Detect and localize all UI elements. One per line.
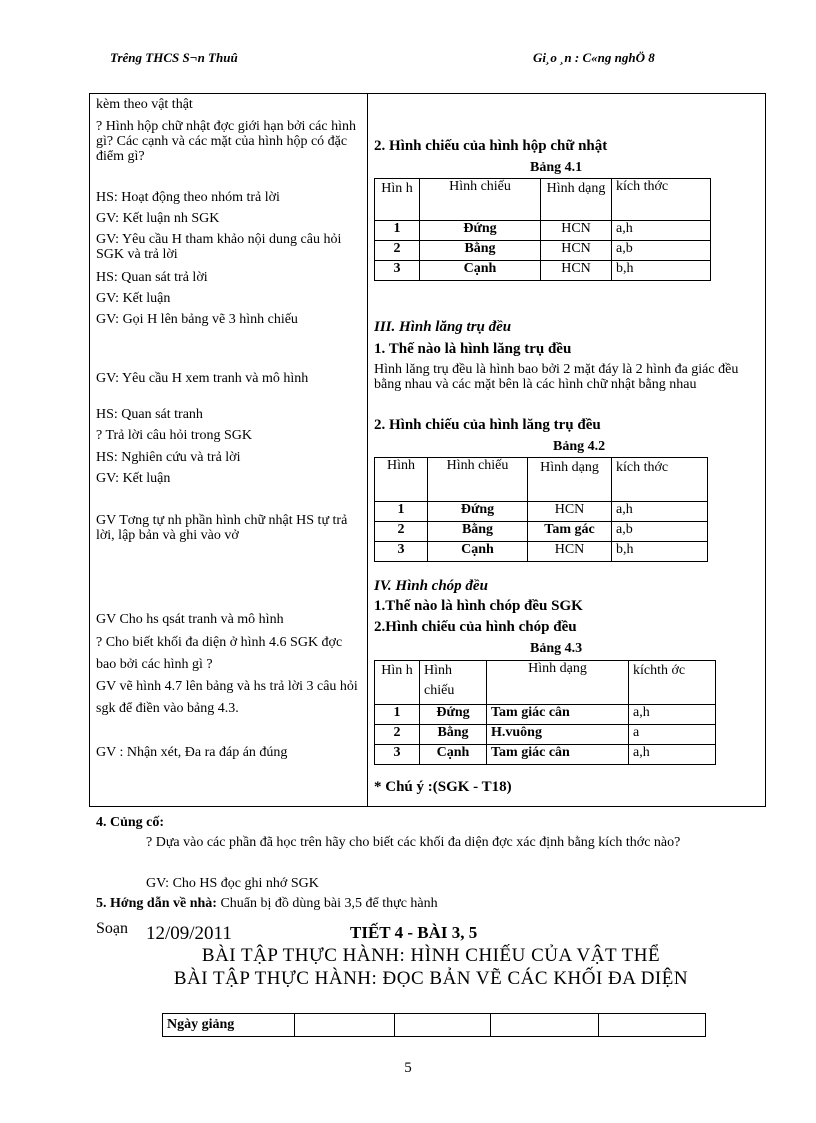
left-line-7: GV: Gọi H lên bảng vẽ 3 hình chiếu [96,312,298,327]
table-4-3-header [375,661,716,705]
t1-r0-c1: Đứng [420,221,541,241]
table-4-2-caption: Bảng 4.2 [553,439,606,454]
left-line-15: ? Cho biết khối đa diện ở hình 4.6 SGK đợc bao bởi các hình gì ? [96,635,343,672]
t1-r2-c0: 3 [375,261,420,281]
date-cell-4 [599,1014,706,1037]
table-row [375,522,708,542]
header-school: Trêng THCS S¬n Thuû [110,50,238,65]
t3-r2-c3: a,h [629,745,716,765]
header-subject: Gi¸o ¸n : C«ng nghÖ 8 [533,50,655,65]
t2-r1-c3: a,b [612,522,708,542]
table-row [375,705,716,725]
lesson-title-1: BÀI TẬP THỰC HÀNH: HÌNH CHIẾU CỦA VẬT THỂ [201,945,661,966]
section-4-title: IV. Hình chóp đều [374,578,488,594]
table-row [375,745,716,765]
homework-title: 5. Hớng dẫn về nhà: [96,896,217,911]
t1-r1-c3: a,b [612,241,711,261]
t2-r2-c1: Cạnh [428,542,528,562]
t1-r2-c1: Cạnh [420,261,541,281]
t3-r1-c3: a [629,725,716,745]
table-4-3-caption: Bảng 4.3 [530,641,583,656]
t1-r1-c0: 2 [375,241,420,261]
t3-head-2: Hình dạng [487,661,629,705]
left-line-13: GV Tơng tự nh phần hình chữ nhật HS tự trả lời, lập bản và ghi vào vở [96,513,348,543]
lesson-number: TIẾT 4 - BÀI 3, 5 [350,923,478,942]
section-4-review-title: 4. Củng cố: [96,815,165,830]
soan-date: 12/09/2011 [146,923,232,944]
t2-head-1: Hình chiếu [428,458,528,502]
left-line-0: kèm theo vật thật [96,97,193,112]
t3-r2-c1: Cạnh [420,745,487,765]
t3-r2-c2: Tam giác cân [487,745,629,765]
t2-r1-c0: 2 [375,522,428,542]
date-cell-3 [491,1014,599,1037]
table-row [375,502,708,522]
t2-r1-c1: Bằng [428,522,528,542]
t2-r2-c3: b,h [612,542,708,562]
t3-head-0: Hìn h [375,661,420,705]
left-line-9: HS: Quan sát tranh [96,407,203,422]
section-3-1-text: Hình lăng trụ đều là hình bao bởi 2 mặt đáy là 2 hình đa giác đều bằng nhau và các mặt bên là các hình chữ nhật bằng nhau [374,362,739,392]
t3-r0-c3: a,h [629,705,716,725]
table-4-1-header [375,179,711,221]
teaching-date-table [162,1013,706,1037]
section-2-title: 2. Hình chiếu của hình hộp chữ nhật [374,138,608,154]
t1-r0-c0: 1 [375,221,420,241]
t2-r2-c2: HCN [528,542,612,562]
column-divider [367,93,368,807]
t1-r2-c3: b,h [612,261,711,281]
table-4-3 [374,660,716,765]
review-question: ? Dựa vào các phần đã học trên hãy cho biết các khối đa diện đợc xác định bằng kích thớc nào? [146,835,681,850]
left-line-10: ? Trả lời câu hỏi trong SGK [96,428,252,443]
t2-r0-c0: 1 [375,502,428,522]
homework-text: Chuẩn bị đồ dùng bài 3,5 để thực hành [220,896,438,911]
homework-line [96,896,766,912]
t2-r2-c0: 3 [375,542,428,562]
table-row [375,542,708,562]
t1-head-3: kích thớc [612,179,711,221]
t1-head-2: Hình dạng [541,179,612,221]
t1-r1-c2: HCN [541,241,612,261]
left-line-16: GV vẽ hình 4.7 lên bảng và hs trả lời 3 câu hỏi sgk để điền vào bảng 4.3. [96,679,358,716]
t1-head-1: Hình chiếu [420,179,541,221]
t1-head-0: Hìn h [375,179,420,221]
section-3-title: III. Hình lăng trụ đều [374,319,512,335]
t2-r1-c2: Tam gác [528,522,612,542]
left-line-2: HS: Hoạt động theo nhóm trả lời [96,190,280,205]
table-row [375,241,711,261]
page-number: 5 [404,1060,412,1076]
t2-r0-c3: a,h [612,502,708,522]
t3-r2-c0: 3 [375,745,420,765]
left-line-12: GV: Kết luận [96,471,171,486]
t3-r0-c0: 1 [375,705,420,725]
left-line-1: ? Hình hộp chữ nhật đợc giới hạn bởi các hình gì? Các cạnh và các mặt của hình hộp có đặc điểm gì? [96,119,356,164]
table-row [375,261,711,281]
t3-r0-c2: Tam giác cân [487,705,629,725]
left-line-8: GV: Yêu cầu H xem tranh và mô hình [96,371,309,386]
review-gv: GV: Cho HS đọc ghi nhớ SGK [146,876,319,891]
left-line-17: GV : Nhận xét, Đa ra đáp án đúng [96,745,288,760]
note: * Chú ý :(SGK - T18) [374,779,512,795]
table-4-2 [374,457,708,562]
t3-r0-c1: Đứng [420,705,487,725]
t1-r0-c2: HCN [541,221,612,241]
section-3-2-title: 2. Hình chiếu của hình lăng trụ đều [374,417,601,433]
section-4-2-title: 2.Hình chiếu của hình chóp đều [374,619,577,635]
left-line-14: GV Cho hs qsát tranh và mô hình [96,612,284,627]
t1-r2-c2: HCN [541,261,612,281]
table-4-1 [374,178,711,281]
t3-r1-c0: 2 [375,725,420,745]
t1-r1-c1: Bằng [420,241,541,261]
section-3-1-title: 1. Thế nào là hình lăng trụ đều [374,341,572,357]
t3-head-1: Hình chiếu [420,661,487,705]
ngay-giang-label: Ngày giảng [163,1014,295,1037]
t3-head-3: kíchth ớc [629,661,716,705]
table-4-2-header [375,458,708,502]
left-line-5: HS: Quan sát trả lời [96,270,208,285]
t2-r0-c2: HCN [528,502,612,522]
t3-r1-c1: Bằng [420,725,487,745]
table-row [375,221,711,241]
t2-head-0: Hình [375,458,428,502]
table-row [375,725,716,745]
t3-r1-c2: H.vuông [487,725,629,745]
lesson-title-2: BÀI TẬP THỰC HÀNH: ĐỌC BẢN VẼ CÁC KHỐI ĐA DIỆN [173,968,689,989]
t1-r0-c3: a,h [612,221,711,241]
t2-head-3: kích thớc [612,458,708,502]
date-cell-2 [395,1014,491,1037]
left-line-3: GV: Kết luận nh SGK [96,211,220,226]
soan-label: Soạn [96,920,128,937]
table-4-1-caption: Bảng 4.1 [530,160,583,175]
left-line-11: HS: Nghiên cứu và trả lời [96,450,241,465]
left-line-4: GV: Yêu cầu H tham khảo nội dung câu hỏi SGK và trả lời [96,232,342,262]
t2-head-2: Hình dạng [528,458,612,502]
section-4-1-title: 1.Thế nào là hình chóp đều SGK [374,598,583,614]
table-row [163,1014,706,1037]
t2-r0-c1: Đứng [428,502,528,522]
left-line-6: GV: Kết luận [96,291,171,306]
date-cell-1 [295,1014,395,1037]
